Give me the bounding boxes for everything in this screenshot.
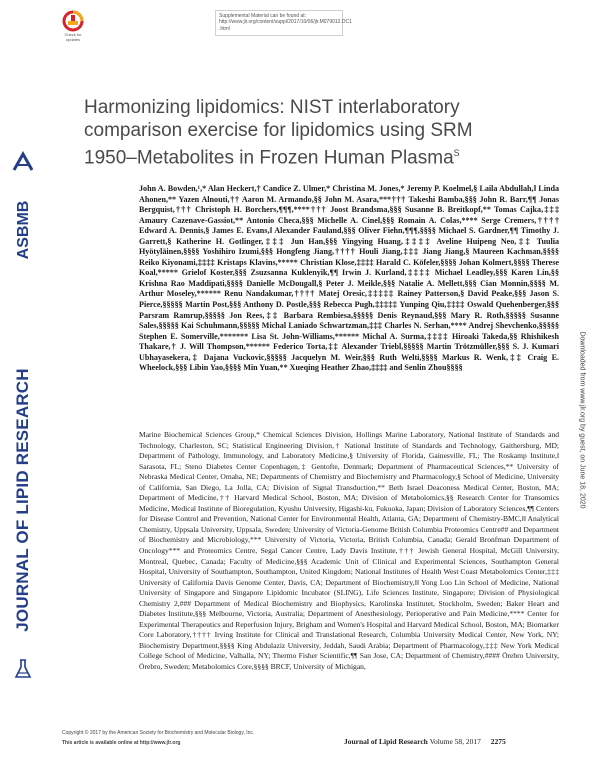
- supplemental-link[interactable]: http://www.jlr.org/content/suppl/2017/10/06/jlr.M079012.DC1: [219, 19, 352, 26]
- download-note-text: Downloaded from www.jlr.org by guest, on June 18, 2020: [578, 331, 586, 509]
- journal-spine-title: JOURNAL OF LIPID RESEARCH: [13, 368, 32, 632]
- copyright-notice: Copyright © 2017 by the American Society for Biochemistry and Molecular Biology, Inc.: [62, 730, 255, 736]
- check-for-updates-label: Check for updates: [64, 32, 82, 42]
- article-title: [84, 96, 524, 169]
- affiliations: Marine Biochemical Sciences Group,* Chemical Sciences Division, Hollings Marine Laboratory, National Institute of Standards and Technology, Charleston, SC; Statistical Engineering Division,† National Institute of Standards and Technology, Gaithersburg, MD; Department of Pathology, Immunology, and Laboratory Medicine,§ University of Florida, Gainesville, FL; The Roskamp Institute,‖ Sarasota, FL; Steno Diabetes Center Copenhagen,‡ Gentofte, Denmark; Department of Pharmaceutical Sciences,** University of Nebraska Medical Center, Omaha, NE; Departments of Chemistry and Biochemistry and Pharmacology,§ School of Medicine, University of California, San Diego, La Jolla, CA; Division of Signal Transduction,** Beth Israel Deaconess Medical Center, Boston, MA; Department of Medicine,†† Harvard Medical School, Boston, MA; Division of Metabolomics,§§ Research Center for Transomics Medicine, Medical Institute of Bioregulation, Kyushu University, Higashi-ku, Fukuoka, Japan; Division of Laboratory Sciences,¶¶ Centers for Disease Control and Prevention, National Center for Environmental Health, Atlanta, GA; Department of Chemistry-BMC,‖‖ Analytical Chemistry, Uppsala University, Uppsala, Sweden; University of Victoria-Genome British Columbia Proteomics Centre## and Department of Biochemistry and Microbiology,*** University of Victoria, Victoria, British Columbia, Canada; Gerald Bronfman Department of Oncology*** and Proteomics Centre, Segal Cancer Centre, Lady Davis Institute,††† Jewish General Hospital, McGill University, Montreal, Quebec, Canada; Faculty of Medicine,§§§ Academic Unit of Clinical and Experimental Sciences, Southampton General Hospital, University of Southampton, Southampton, United Kingdom; National Institutes of Health West Coast Metabolomics Center,‡‡‡ University of California Davis Genome Center, Davis, CA; Department of Biochemistry,‖‖ Yong Loo Lin School of Medicine, National University of Singapore and Singapore Lipidomic Incubator (SLING), Life Sciences Institute, Singapore; Division of Physiological Chemistry 2,### Department of Medical Biochemistry and Biophysics, Karolinska Institutet, Stockholm, Sweden; Baker Heart and Diabetes Institute,§§§ Melbourne, Victoria, Australia; Department of Anesthesiology, Perioperative and Pain Medicine,**** Center for Experimental Therapeutics and Reperfusion Injury, Brigham and Women's Hospital and Harvard Medical School, Boston, MA; Biomarker Core Laboratory,†††† Irving Institute for Clinical and Translational Research, Columbia University Medical Center, New York, NY; Biochemistry Department,§§§§ King Abdulaziz University, Jeddah, Saudi Arabia; Department of Pharmacology,‡‡‡ New York Medical College School of Medicine, Valhalla, NY; Thermo Fisher Scientific,¶¶ San Jose, CA; Department of Chemistry,#### Örebro University, Örebro, Sweden; Metabolomics Core,§§§§ BRCF, University of Michigan,: [139, 430, 559, 672]
- asbmb-emblem-icon: [8, 150, 38, 174]
- journal-spine: [10, 200, 36, 680]
- article-title-text: Harmonizing lipidomics: NIST interlaboratory comparison exercise for lipidomics using SRM 1950–Metabolites in Frozen Human Plasma: [84, 97, 473, 169]
- page-number: 2275: [490, 737, 506, 746]
- download-note: [574, 230, 590, 610]
- author-list: John A. Bowden,¹,* Alan Heckert,† Candice Z. Ulmer,* Christina M. Jones,* Jeremy P. Koelmel,§ Laila Abdullah,‖ Linda Ahonen,** Yazen Alnouti,†† Aaron M. Armando,§§ John M. Asara,***††† Takeshi Bamba,§§§ John R. Barr,¶¶ Jonas Bergquist,††† Christoph H. Borchers,¶¶¶,****††† Joost Brandsma,§§§ Susanne B. Breitkopf,** Tomas Cajka,‡‡‡ Amaury Cazenave-Gassiot,** Antonio Checa,§§§ Michelle A. Cinel,§§§ Romain A. Colas,**** Serge Cremers,†††† Edward A. Dennis,§ James E. Evans,‖ Alexander Fauland,§§§ Oliver Fiehn,¶¶¶,§§§§ Michael S. Gardner,¶¶ Timothy J. Garrett,§ Katherine H. Gotlinger,‡‡‡ Jun Han,§§§ Yingying Huang,‡‡‡‡ Aveline Huipeng Neo,‡‡ Tuulia Hyötyläinen,§§§§ Yoshihiro Izumi,§§§ Hongfeng Jiang,†††† Houli Jiang,‡‡‡ Jiang Jiang,§ Maureen Kachman,§§§§ Reiko Kiyonami,‡‡‡‡ Kristaps Klavins,***** Christian Klose,‡‡‡‡ Harald C. Köfeler,§§§§ Johan Kolmert,§§§§ Therese Koal,***** Grielof Koster,§§§ Zsuzsanna Kuklenyik,¶¶ Irwin J. Kurland,‡‡‡‡ Michael Leadley,§§§ Karen Lin,§§ Krishna Rao Maddipati,§§§§ Danielle McDougall,§ Peter J. Meikle,§§§ Natalie A. Mellett,§§§ Cian Monnin,§§§§ M. Arthur Moseley,****** Renu Nandakumar,†††† Matej Oresic,‡‡‡‡‡ Rainey Patterson,§ David Peake,§§§ Jason S. Pierce,§§§§§ Martin Post,§§§ Anthony D. Postle,§§§ Rebecca Pugh,‡‡‡‡‡ Yunping Qiu,‡‡‡‡ Oswald Quehenberger,§§§ Parsram Ramrup,§§§§§ Jon Rees,‡‡ Barbara Rembiesa,§§§§§ Denis Reynaud,§§§ Mary R. Roth,§§§§§ Susanne Sales,§§§§§ Kai Schuhmann,§§§§§ Michal Laniado Schwartzman,‡‡‡ Charles N. Serhan,**** Andrej Shevchenko,§§§§§ Stephen E. Somerville,******* Lisa St. John-Williams,****** Michal A. Surma,‡‡‡‡ Hiroaki Takeda,§§ Rhishikesh Thakare,† J. Will Thompson,****** Federico Torta,‡‡ Alexander Triebl,§§§§§ Martin Trötzmüller,§§§ S. J. Kumari Ubhayasekera,‡ Dajana Vuckovic,§§§§§ Jacquelyn M. Weir,§§§ Ruth Welti,§§§§ Markus R. Wenk,‡‡ Craig E. Wheelock,§§§ Libin Yao,§§§§ Min Yuan,** Xueqing Heather Zhao,‡‡‡‡ and Senlin Zhou§§§§: [139, 184, 559, 373]
- flask-icon: [13, 658, 33, 680]
- journal-name: Journal of Lipid Research: [344, 737, 428, 746]
- volume-info: Volume 58, 2017: [429, 737, 481, 746]
- asbmb-wordmark: ASBMB: [15, 200, 32, 260]
- supplemental-line-3: .html: [219, 25, 230, 32]
- footer-right: [344, 737, 506, 746]
- supplemental-material-box[interactable]: [215, 10, 352, 36]
- check-for-updates-icon: [60, 10, 86, 34]
- supplemental-line-1: Supplemental Material can be found at:: [219, 13, 306, 19]
- check-for-updates-badge[interactable]: [60, 10, 86, 42]
- open-access-notice: This article is available online at http://www.jlr.org: [62, 740, 181, 746]
- footer-left: [62, 728, 254, 748]
- supplemental-mark[interactable]: S: [453, 148, 460, 158]
